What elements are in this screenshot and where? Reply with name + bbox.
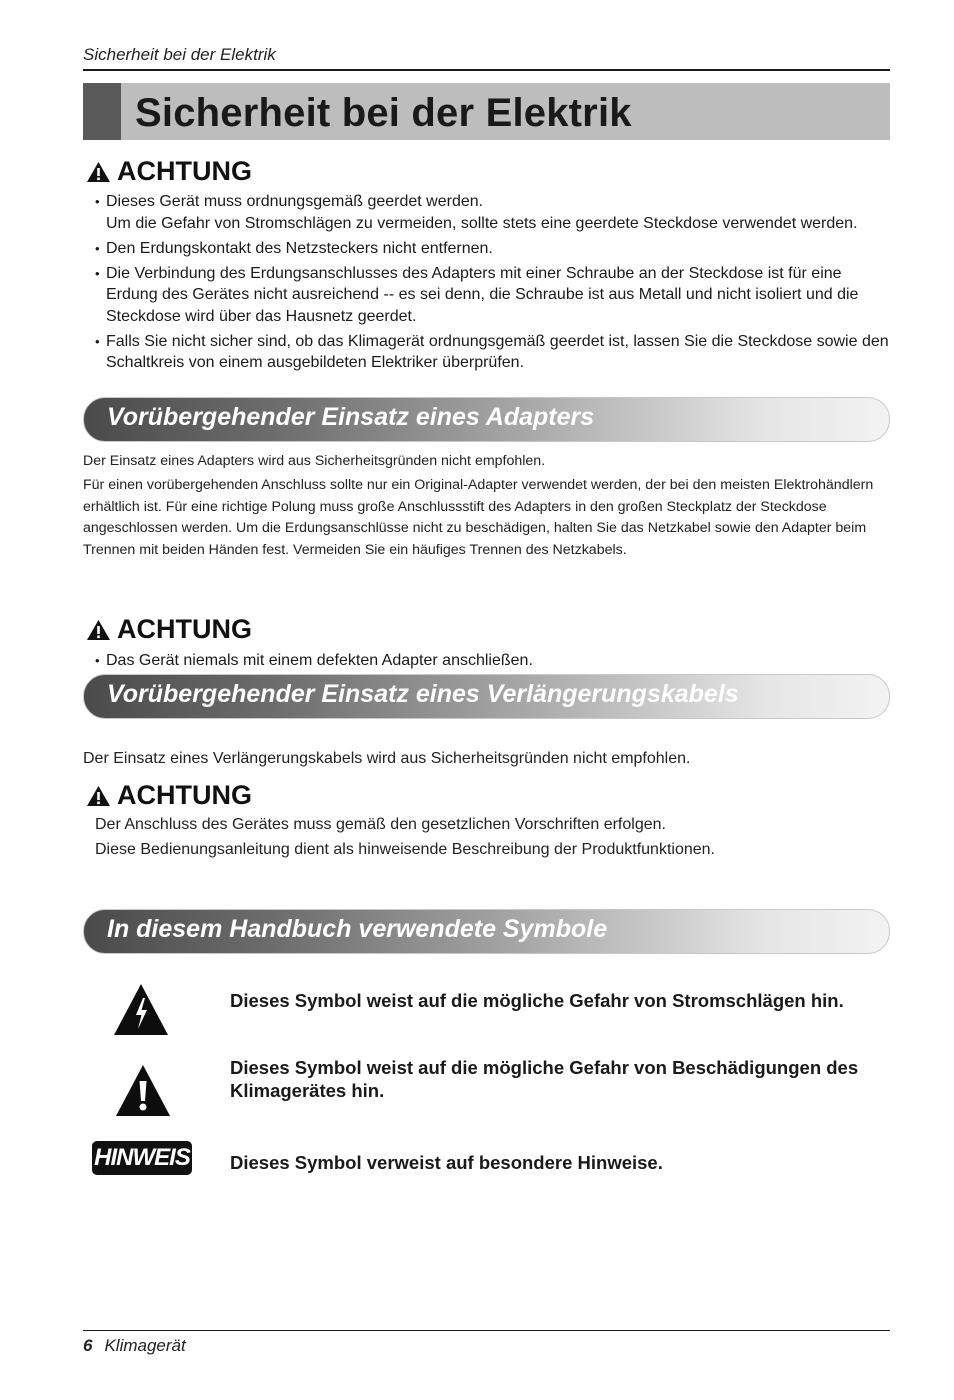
symbol-description-hinweis: Dieses Symbol verweist auf besondere Hinweise. [230, 1152, 663, 1173]
warning-3-line-1: Der Anschluss des Gerätes muss gemäß den gesetzlichen Vorschriften erfolgen. [95, 816, 666, 833]
title-accent-block [83, 83, 121, 140]
warning-heading-1 [86, 156, 252, 187]
symbol-description-electric: Dieses Symbol weist auf die mögliche Gefahr von Stromschlägen hin. [230, 990, 844, 1011]
list-item-text: Um die Gefahr von Stromschlägen zu vermeiden, sollte stets eine geerdete Steckdose verwendet werden. [106, 214, 858, 232]
electric-shock-warning-icon [113, 983, 169, 1036]
header-rule [83, 69, 890, 71]
section-heading-extension-cable [83, 674, 890, 719]
warning-triangle-icon [86, 161, 111, 183]
list-item-text: Den Erdungskontakt des Netzsteckers nicht entfernen. [106, 239, 493, 257]
warning-triangle-icon [86, 785, 111, 807]
list-item [95, 650, 890, 672]
symbol-description-damage: Dieses Symbol weist auf die mögliche Gefahr von Beschädigungen des Klimagerätes hin. [230, 1057, 859, 1101]
list-item-text: Dieses Gerät muss ordnungsgemäß geerdet werden. [106, 193, 484, 210]
hinweis-badge: HINWEIS [92, 1141, 192, 1175]
warning-label: ACHTUNG [117, 780, 252, 810]
warning-label: ACHTUNG [117, 614, 252, 644]
warning-list-2 [95, 650, 890, 675]
warning-triangle-icon [86, 619, 111, 641]
warning-label: ACHTUNG [117, 156, 252, 186]
section-heading-symbols [83, 909, 890, 954]
warning-3-line-2: Diese Bedienungsanleitung dient als hinweisende Beschreibung der Produktfunktionen. [95, 841, 715, 858]
adapter-paragraph-2: Für einen vorübergehenden Anschluss sollte nur ein Original-Adapter verwendet werden, der bei den meisten Elektrohändlern erhältlich ist. Für eine richtige Polung muss große Anschlussstift des Adapters in den großen Steckplatz der Steckdose angeschlossen werden. Um die Erdungsanschlüsse nicht zu beschädigen, halten Sie das Netzkabel sowie den Adapter beim Trennen mit beiden Händen fest. Vermeiden Sie ein häufiges Trennen des Netzkabels. [83, 477, 874, 559]
list-item-text: Das Gerät niemals mit einem defekten Adapter anschließen. [106, 652, 533, 669]
extension-cable-paragraph: Der Einsatz eines Verlängerungskabels wird aus Sicherheitsgründen nicht empfohlen. [83, 750, 691, 767]
list-item [95, 191, 890, 234]
list-item-text: Die Verbindung des Erdungsanschlusses des Adapters mit einer Schraube an der Steckdose ist für eine Erdung des Gerätes nicht ausreichend -- es sei denn, die Schraube ist aus Metall und nicht isoliert und die Steckdose wird über das Hausnetz geerdet. [106, 264, 859, 325]
section-heading-text: Vorübergehender Einsatz eines Verlängerungskabels [107, 680, 739, 708]
section-heading-text: Vorübergehender Einsatz eines Adapters [107, 403, 595, 431]
running-header: Sicherheit bei der Elektrik [83, 45, 276, 64]
list-item [95, 331, 890, 374]
exclamation-warning-icon [115, 1064, 171, 1117]
list-item-text: Falls Sie nicht sicher sind, ob das Klimagerät ordnungsgemäß geerdet ist, lassen Sie die Steckdose sowie den Schaltkreis von einem ausgebildeten Elektriker überprüfen. [106, 332, 889, 371]
adapter-paragraph-1: Der Einsatz eines Adapters wird aus Sicherheitsgründen nicht empfohlen. [83, 453, 546, 469]
warning-heading-3 [86, 780, 252, 811]
page-title-bar [83, 83, 890, 140]
footer-rule [83, 1330, 890, 1331]
warning-list-1 [95, 191, 890, 377]
footer-product: Klimagerät [104, 1336, 186, 1355]
list-item [95, 238, 890, 260]
page-title: Sicherheit bei der Elektrik [135, 91, 632, 135]
page-footer [83, 1336, 186, 1356]
page-number: 6 [83, 1336, 93, 1355]
section-heading-text: In diesem Handbuch verwendete Symbole [107, 915, 608, 943]
warning-heading-2 [86, 614, 252, 645]
list-item [95, 263, 890, 328]
section-heading-adapter [83, 397, 890, 442]
